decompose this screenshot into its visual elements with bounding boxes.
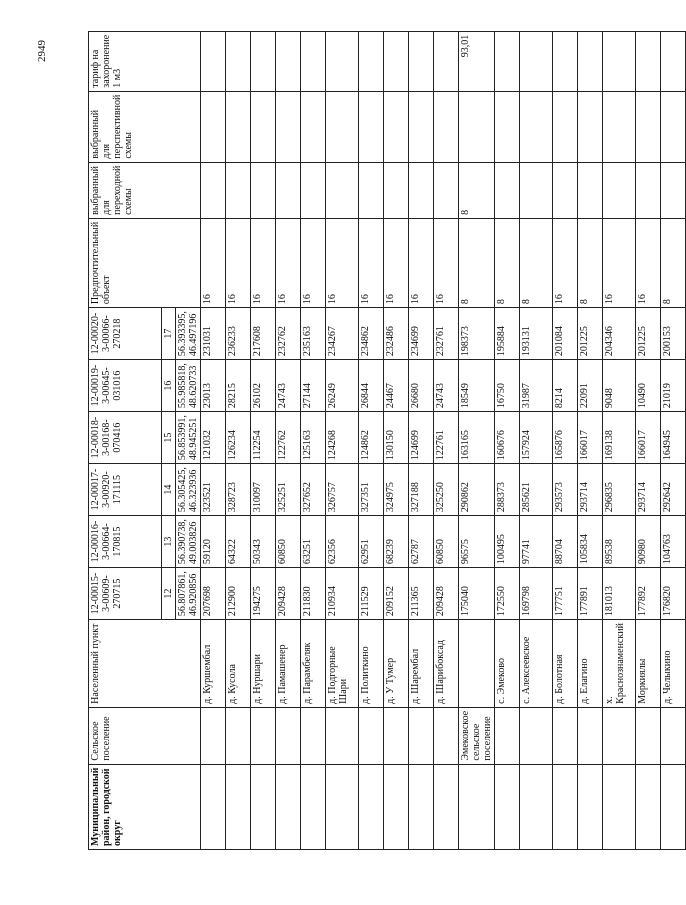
table-row bbox=[301, 31, 326, 849]
locality-cell: д. Елагино bbox=[578, 620, 603, 708]
distance-cell: 28215 bbox=[226, 360, 251, 412]
transition-scheme-cell bbox=[434, 162, 459, 218]
settlement-cell bbox=[201, 707, 226, 764]
transition-scheme-cell bbox=[603, 162, 636, 218]
distance-cell: 293573 bbox=[553, 464, 578, 516]
prospective-scheme-cell bbox=[251, 91, 276, 162]
preferred-object-cell: 16 bbox=[251, 218, 276, 307]
municipality-cell bbox=[226, 764, 251, 849]
distance-cell: 232486 bbox=[384, 308, 409, 360]
distance-cell: 327188 bbox=[409, 464, 434, 516]
municipality-cell bbox=[276, 764, 301, 849]
distance-cell: 181013 bbox=[603, 568, 636, 620]
municipality-cell bbox=[636, 764, 661, 849]
distance-cell: 328723 bbox=[226, 464, 251, 516]
distance-cell: 201225 bbox=[578, 308, 603, 360]
transition-scheme-cell bbox=[201, 162, 226, 218]
header-municipality: Муниципальный район, городской округ bbox=[89, 764, 201, 849]
locality-cell: Моркиялы bbox=[636, 620, 661, 708]
prospective-scheme-cell bbox=[520, 91, 553, 162]
header-transition: выбранный для переходной схемы bbox=[89, 162, 201, 218]
distance-cell: 327351 bbox=[359, 464, 384, 516]
distance-cell: 198373 bbox=[459, 308, 495, 360]
municipality-cell bbox=[520, 764, 553, 849]
tariff-cell bbox=[301, 31, 326, 91]
municipality-cell bbox=[578, 764, 603, 849]
transition-scheme-cell bbox=[251, 162, 276, 218]
settlement-cell bbox=[495, 707, 520, 764]
tariff-cell bbox=[603, 31, 636, 91]
table-row bbox=[661, 31, 686, 849]
distance-cell: 160676 bbox=[495, 412, 520, 464]
prospective-scheme-cell bbox=[603, 91, 636, 162]
tariff-cell bbox=[384, 31, 409, 91]
distance-cell: 89538 bbox=[603, 516, 636, 568]
locality-cell: с. Алексеевское bbox=[520, 620, 553, 708]
distance-cell: 292642 bbox=[661, 464, 686, 516]
distance-cell: 90980 bbox=[636, 516, 661, 568]
settlement-cell bbox=[384, 707, 409, 764]
distance-cell: 124268 bbox=[326, 412, 359, 464]
preferred-object-cell: 16 bbox=[359, 218, 384, 307]
transition-scheme-cell bbox=[495, 162, 520, 218]
preferred-object-cell: 16 bbox=[384, 218, 409, 307]
distance-cell: 296835 bbox=[603, 464, 636, 516]
distance-cell: 177751 bbox=[553, 568, 578, 620]
transition-scheme-cell bbox=[661, 162, 686, 218]
distance-cell: 96575 bbox=[459, 516, 495, 568]
distance-cell: 194275 bbox=[251, 568, 276, 620]
header-code: 12-00017-3-00920-171115 bbox=[89, 464, 162, 516]
prospective-scheme-cell bbox=[459, 91, 495, 162]
preferred-object-cell: 16 bbox=[301, 218, 326, 307]
distance-cell: 24467 bbox=[384, 360, 409, 412]
table-row bbox=[578, 31, 603, 849]
tariff-cell bbox=[495, 31, 520, 91]
distance-cell: 177891 bbox=[578, 568, 603, 620]
prospective-scheme-cell bbox=[661, 91, 686, 162]
distance-cell: 31987 bbox=[520, 360, 553, 412]
municipality-cell bbox=[251, 764, 276, 849]
locality-cell: д. Куршембал bbox=[201, 620, 226, 708]
transition-scheme-cell bbox=[636, 162, 661, 218]
distance-cell: 169138 bbox=[603, 412, 636, 464]
transition-scheme-cell bbox=[359, 162, 384, 218]
distance-cell: 211365 bbox=[409, 568, 434, 620]
coordinate-cell: 55.985818, 48.620733 bbox=[176, 360, 201, 412]
tariff-cell bbox=[201, 31, 226, 91]
table-row bbox=[384, 31, 409, 849]
distance-cell: 175040 bbox=[459, 568, 495, 620]
distance-cell: 177892 bbox=[636, 568, 661, 620]
transition-scheme-cell bbox=[226, 162, 251, 218]
distance-cell: 211529 bbox=[359, 568, 384, 620]
distance-cell: 18549 bbox=[459, 360, 495, 412]
distance-cell: 10490 bbox=[636, 360, 661, 412]
distance-cell: 124862 bbox=[359, 412, 384, 464]
preferred-object-cell: 16 bbox=[326, 218, 359, 307]
tariff-cell bbox=[359, 31, 384, 91]
table-row bbox=[520, 31, 553, 849]
distance-cell: 234267 bbox=[326, 308, 359, 360]
distance-cell: 166017 bbox=[578, 412, 603, 464]
preferred-object-cell: 16 bbox=[226, 218, 251, 307]
column-number: 14 bbox=[162, 464, 176, 516]
transition-scheme-cell bbox=[553, 162, 578, 218]
column-number: 17 bbox=[162, 308, 176, 360]
distance-cell: 211830 bbox=[301, 568, 326, 620]
table-row bbox=[226, 31, 251, 849]
prospective-scheme-cell bbox=[578, 91, 603, 162]
header-code: 12-00020-3-00066-270218 bbox=[89, 308, 162, 360]
locality-cell: д. У Тумер bbox=[384, 620, 409, 708]
settlement-cell bbox=[520, 707, 553, 764]
preferred-object-cell: 8 bbox=[459, 218, 495, 307]
transition-scheme-cell bbox=[301, 162, 326, 218]
header-locality: Населенный пункт bbox=[89, 620, 201, 708]
table-row bbox=[359, 31, 384, 849]
locality-cell: д. Политкино bbox=[359, 620, 384, 708]
tariff-cell bbox=[276, 31, 301, 91]
locality-cell: д. Кусола bbox=[226, 620, 251, 708]
transition-scheme-cell bbox=[409, 162, 434, 218]
transition-scheme-cell bbox=[578, 162, 603, 218]
table-row bbox=[326, 31, 359, 849]
distance-cell: 122761 bbox=[434, 412, 459, 464]
table-row bbox=[409, 31, 434, 849]
transition-scheme-cell bbox=[520, 162, 553, 218]
preferred-object-cell: 16 bbox=[434, 218, 459, 307]
distance-cell: 60850 bbox=[276, 516, 301, 568]
distance-cell: 207698 bbox=[201, 568, 226, 620]
tariff-cell bbox=[636, 31, 661, 91]
table-row bbox=[603, 31, 636, 849]
coordinate-cell: 56.807861, 46.920856 bbox=[176, 568, 201, 620]
distance-cell: 195884 bbox=[495, 308, 520, 360]
distance-cell: 285621 bbox=[520, 464, 553, 516]
distance-cell: 234699 bbox=[409, 308, 434, 360]
distance-cell: 201084 bbox=[553, 308, 578, 360]
distance-cell: 209152 bbox=[384, 568, 409, 620]
distance-cell: 204346 bbox=[603, 308, 636, 360]
distance-cell: 9048 bbox=[603, 360, 636, 412]
header-settlement: Сельское поселение bbox=[89, 707, 201, 764]
locality-cell: д. Подгорные Шари bbox=[326, 620, 359, 708]
prospective-scheme-cell bbox=[553, 91, 578, 162]
table-row bbox=[434, 31, 459, 849]
locality-cell: д. Парамбеляк bbox=[301, 620, 326, 708]
distance-cell: 209428 bbox=[276, 568, 301, 620]
distance-cell: 60850 bbox=[434, 516, 459, 568]
distance-cell: 201225 bbox=[636, 308, 661, 360]
header-code: 12-00019-3-00645-031016 bbox=[89, 360, 162, 412]
distance-cell: 236233 bbox=[226, 308, 251, 360]
tariff-cell bbox=[251, 31, 276, 91]
locality-cell: с. Эмеково bbox=[495, 620, 520, 708]
distance-cell: 176820 bbox=[661, 568, 686, 620]
municipality-cell bbox=[359, 764, 384, 849]
distance-cell: 27144 bbox=[301, 360, 326, 412]
prospective-scheme-cell bbox=[384, 91, 409, 162]
distance-cell: 130150 bbox=[384, 412, 409, 464]
distance-cell: 125163 bbox=[301, 412, 326, 464]
page-number: 2949 bbox=[36, 40, 48, 62]
preferred-object-cell: 16 bbox=[603, 218, 636, 307]
preferred-object-cell: 16 bbox=[553, 218, 578, 307]
table-row bbox=[201, 31, 226, 849]
locality-cell: д. Челыкино bbox=[661, 620, 686, 708]
prospective-scheme-cell bbox=[226, 91, 251, 162]
preferred-object-cell: 16 bbox=[201, 218, 226, 307]
distance-cell: 16750 bbox=[495, 360, 520, 412]
tariff-cell bbox=[226, 31, 251, 91]
distance-cell: 232761 bbox=[434, 308, 459, 360]
distance-cell: 59120 bbox=[201, 516, 226, 568]
transition-scheme-cell bbox=[326, 162, 359, 218]
distance-cell: 112254 bbox=[251, 412, 276, 464]
column-number: 12 bbox=[162, 568, 176, 620]
locality-cell: д. Шарибоксад bbox=[434, 620, 459, 708]
distance-cell: 235163 bbox=[301, 308, 326, 360]
municipality-cell bbox=[603, 764, 636, 849]
distance-cell: 21019 bbox=[661, 360, 686, 412]
table-row bbox=[276, 31, 301, 849]
distance-cell: 293714 bbox=[578, 464, 603, 516]
distance-cell: 164945 bbox=[661, 412, 686, 464]
table-row bbox=[636, 31, 661, 849]
distance-cell: 126234 bbox=[226, 412, 251, 464]
prospective-scheme-cell bbox=[636, 91, 661, 162]
prospective-scheme-cell bbox=[326, 91, 359, 162]
distance-cell: 231031 bbox=[201, 308, 226, 360]
distance-cell: 234862 bbox=[359, 308, 384, 360]
locality-cell: д. Нуршари bbox=[251, 620, 276, 708]
distance-cell: 326757 bbox=[326, 464, 359, 516]
distance-cell: 323521 bbox=[201, 464, 226, 516]
settlement-cell bbox=[578, 707, 603, 764]
tariff-cell bbox=[434, 31, 459, 91]
distance-cell: 97741 bbox=[520, 516, 553, 568]
preferred-object-cell: 16 bbox=[409, 218, 434, 307]
distance-cell: 310097 bbox=[251, 464, 276, 516]
prospective-scheme-cell bbox=[495, 91, 520, 162]
distance-cell: 325250 bbox=[434, 464, 459, 516]
distance-cell: 210934 bbox=[326, 568, 359, 620]
distance-cell: 100495 bbox=[495, 516, 520, 568]
settlement-cell bbox=[553, 707, 578, 764]
distance-cell: 24743 bbox=[434, 360, 459, 412]
municipality-cell bbox=[459, 764, 495, 849]
settlement-cell bbox=[359, 707, 384, 764]
municipality-cell bbox=[661, 764, 686, 849]
settlement-cell bbox=[251, 707, 276, 764]
header-code: 12-00015-3-00609-270715 bbox=[89, 568, 162, 620]
prospective-scheme-cell bbox=[301, 91, 326, 162]
header-preferred: Предпочтительный объект bbox=[89, 218, 201, 307]
distance-cell: 88704 bbox=[553, 516, 578, 568]
column-number: 16 bbox=[162, 360, 176, 412]
distance-cell: 23013 bbox=[201, 360, 226, 412]
table-body bbox=[201, 31, 686, 849]
prospective-scheme-cell bbox=[201, 91, 226, 162]
tariff-cell bbox=[326, 31, 359, 91]
coordinate-cell: 56.390738, 49.003826 bbox=[176, 516, 201, 568]
distance-cell: 50343 bbox=[251, 516, 276, 568]
distance-cell: 157924 bbox=[520, 412, 553, 464]
distance-cell: 62787 bbox=[409, 516, 434, 568]
settlement-cell bbox=[636, 707, 661, 764]
column-number: 13 bbox=[162, 516, 176, 568]
settlement-cell bbox=[276, 707, 301, 764]
preferred-object-cell: 8 bbox=[578, 218, 603, 307]
tariff-cell bbox=[409, 31, 434, 91]
distance-cell: 26680 bbox=[409, 360, 434, 412]
municipality-cell bbox=[553, 764, 578, 849]
distance-cell: 200153 bbox=[661, 308, 686, 360]
locality-cell: д. Шарембал bbox=[409, 620, 434, 708]
distance-cell: 26844 bbox=[359, 360, 384, 412]
settlement-cell bbox=[603, 707, 636, 764]
transition-scheme-cell bbox=[276, 162, 301, 218]
preferred-object-cell: 16 bbox=[636, 218, 661, 307]
tariff-cell bbox=[578, 31, 603, 91]
header-code: 12-00018-3-00168-070416 bbox=[89, 412, 162, 464]
municipality-cell bbox=[409, 764, 434, 849]
tariff-cell: 93,01 bbox=[459, 31, 495, 91]
column-number: 15 bbox=[162, 412, 176, 464]
locality-cell bbox=[459, 620, 495, 708]
table-row bbox=[495, 31, 520, 849]
coordinate-cell: 56.393395, 46.497196 bbox=[176, 308, 201, 360]
prospective-scheme-cell bbox=[276, 91, 301, 162]
transition-scheme-cell: 8 bbox=[459, 162, 495, 218]
header-tariff: тариф на захоронение 1 м3 bbox=[89, 31, 201, 91]
distance-cell: 22091 bbox=[578, 360, 603, 412]
distance-cell: 165876 bbox=[553, 412, 578, 464]
municipality-cell bbox=[301, 764, 326, 849]
municipality-cell bbox=[326, 764, 359, 849]
distance-cell: 212900 bbox=[226, 568, 251, 620]
settlement-cell: Эмековское сельское поселение bbox=[459, 707, 495, 764]
distance-cell: 26102 bbox=[251, 360, 276, 412]
distance-cell: 8214 bbox=[553, 360, 578, 412]
prospective-scheme-cell bbox=[434, 91, 459, 162]
municipality-cell bbox=[384, 764, 409, 849]
distance-cell: 24743 bbox=[276, 360, 301, 412]
distance-cell: 209428 bbox=[434, 568, 459, 620]
table-row bbox=[251, 31, 276, 849]
locality-cell: д. Болотная bbox=[553, 620, 578, 708]
distance-cell: 172550 bbox=[495, 568, 520, 620]
distance-table bbox=[88, 31, 686, 850]
settlement-cell bbox=[326, 707, 359, 764]
distance-cell: 62951 bbox=[359, 516, 384, 568]
distance-cell: 288373 bbox=[495, 464, 520, 516]
distance-cell: 217608 bbox=[251, 308, 276, 360]
preferred-object-cell: 8 bbox=[520, 218, 553, 307]
settlement-cell bbox=[409, 707, 434, 764]
preferred-object-cell: 16 bbox=[276, 218, 301, 307]
locality-cell: х. Краснознаменский bbox=[603, 620, 636, 708]
distance-cell: 232762 bbox=[276, 308, 301, 360]
distance-cell: 62356 bbox=[326, 516, 359, 568]
distance-cell: 124699 bbox=[409, 412, 434, 464]
distance-cell: 121032 bbox=[201, 412, 226, 464]
distance-cell: 290862 bbox=[459, 464, 495, 516]
distance-cell: 26249 bbox=[326, 360, 359, 412]
municipality-cell bbox=[434, 764, 459, 849]
distance-cell: 327652 bbox=[301, 464, 326, 516]
distance-cell: 104763 bbox=[661, 516, 686, 568]
header-prospective: выбранный для перспективной схемы bbox=[89, 91, 201, 162]
distance-cell: 169798 bbox=[520, 568, 553, 620]
tariff-cell bbox=[553, 31, 578, 91]
distance-cell: 68239 bbox=[384, 516, 409, 568]
tariff-cell bbox=[661, 31, 686, 91]
distance-cell: 63251 bbox=[301, 516, 326, 568]
table-row bbox=[553, 31, 578, 849]
table-row bbox=[459, 31, 495, 849]
prospective-scheme-cell bbox=[409, 91, 434, 162]
settlement-cell bbox=[661, 707, 686, 764]
distance-cell: 64322 bbox=[226, 516, 251, 568]
distance-cell: 166017 bbox=[636, 412, 661, 464]
distance-cell: 193131 bbox=[520, 308, 553, 360]
transition-scheme-cell bbox=[384, 162, 409, 218]
distance-cell: 122762 bbox=[276, 412, 301, 464]
municipality-cell bbox=[495, 764, 520, 849]
tariff-cell bbox=[520, 31, 553, 91]
distance-cell: 293714 bbox=[636, 464, 661, 516]
distance-cell: 105834 bbox=[578, 516, 603, 568]
locality-cell: д. Памашенер bbox=[276, 620, 301, 708]
settlement-cell bbox=[301, 707, 326, 764]
coordinate-cell: 56.305425, 46.323936 bbox=[176, 464, 201, 516]
settlement-cell bbox=[226, 707, 251, 764]
distance-cell: 163165 bbox=[459, 412, 495, 464]
distance-cell: 324975 bbox=[384, 464, 409, 516]
settlement-cell bbox=[434, 707, 459, 764]
distance-cell: 325251 bbox=[276, 464, 301, 516]
rotated-table-wrapper bbox=[88, 31, 686, 850]
preferred-object-cell: 8 bbox=[495, 218, 520, 307]
prospective-scheme-cell bbox=[359, 91, 384, 162]
header-code: 12-00016-3-00664-170815 bbox=[89, 516, 162, 568]
municipality-cell bbox=[201, 764, 226, 849]
coordinate-cell: 56.853991, 48.945251 bbox=[176, 412, 201, 464]
preferred-object-cell: 8 bbox=[661, 218, 686, 307]
